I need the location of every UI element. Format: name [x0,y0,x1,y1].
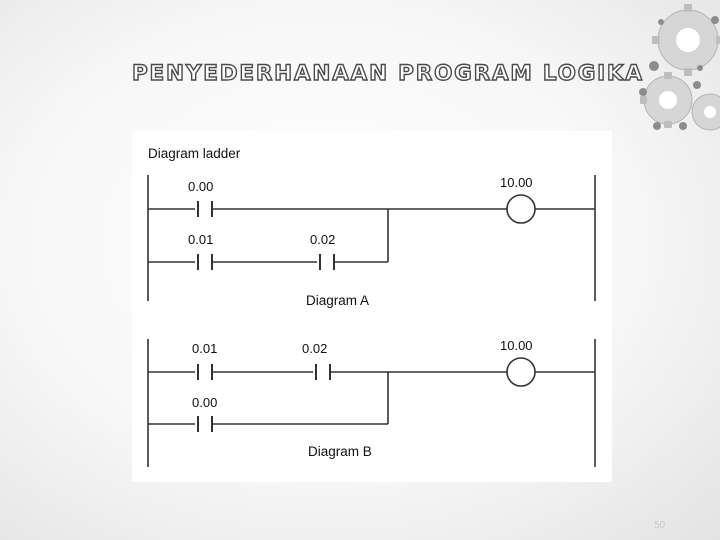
ladder-diagram-panel [132,131,612,482]
diagram-a-label-10.00: 10.00 [500,175,533,190]
diagram-a [148,175,595,301]
diagram-b-label-0.00: 0.00 [192,395,218,410]
diagram-b-contact-0.02 [316,364,330,380]
diagram-a-output-coil [507,195,535,223]
diagram-b-output-coil [507,358,535,386]
diagram-a-label-0.00: 0.00 [188,179,214,194]
diagram-b-label-0.01: 0.01 [192,341,218,356]
diagram-a-contact-0.02 [320,254,334,270]
diagram-b-label-0.02: 0.02 [302,341,328,356]
diagram-a-contact-0.01 [198,254,212,270]
ladder-diagram [132,131,612,482]
diagram-heading: Diagram ladder [148,146,241,161]
diagram-b-caption: Diagram B [308,444,372,459]
diagram-a-label-0.01: 0.01 [188,232,214,247]
slide-title: PENYEDERHANAAN PROGRAM LOGIKA [132,61,644,86]
diagram-a-contact-0.00 [198,201,212,217]
diagram-b-label-10.00: 10.00 [500,338,533,353]
page-number: 50 [654,520,666,531]
diagram-a-caption: Diagram A [306,293,370,308]
diagram-a-label-0.02: 0.02 [310,232,336,247]
diagram-b-contact-0.01 [198,364,212,380]
diagram-b-contact-0.00 [198,416,212,432]
